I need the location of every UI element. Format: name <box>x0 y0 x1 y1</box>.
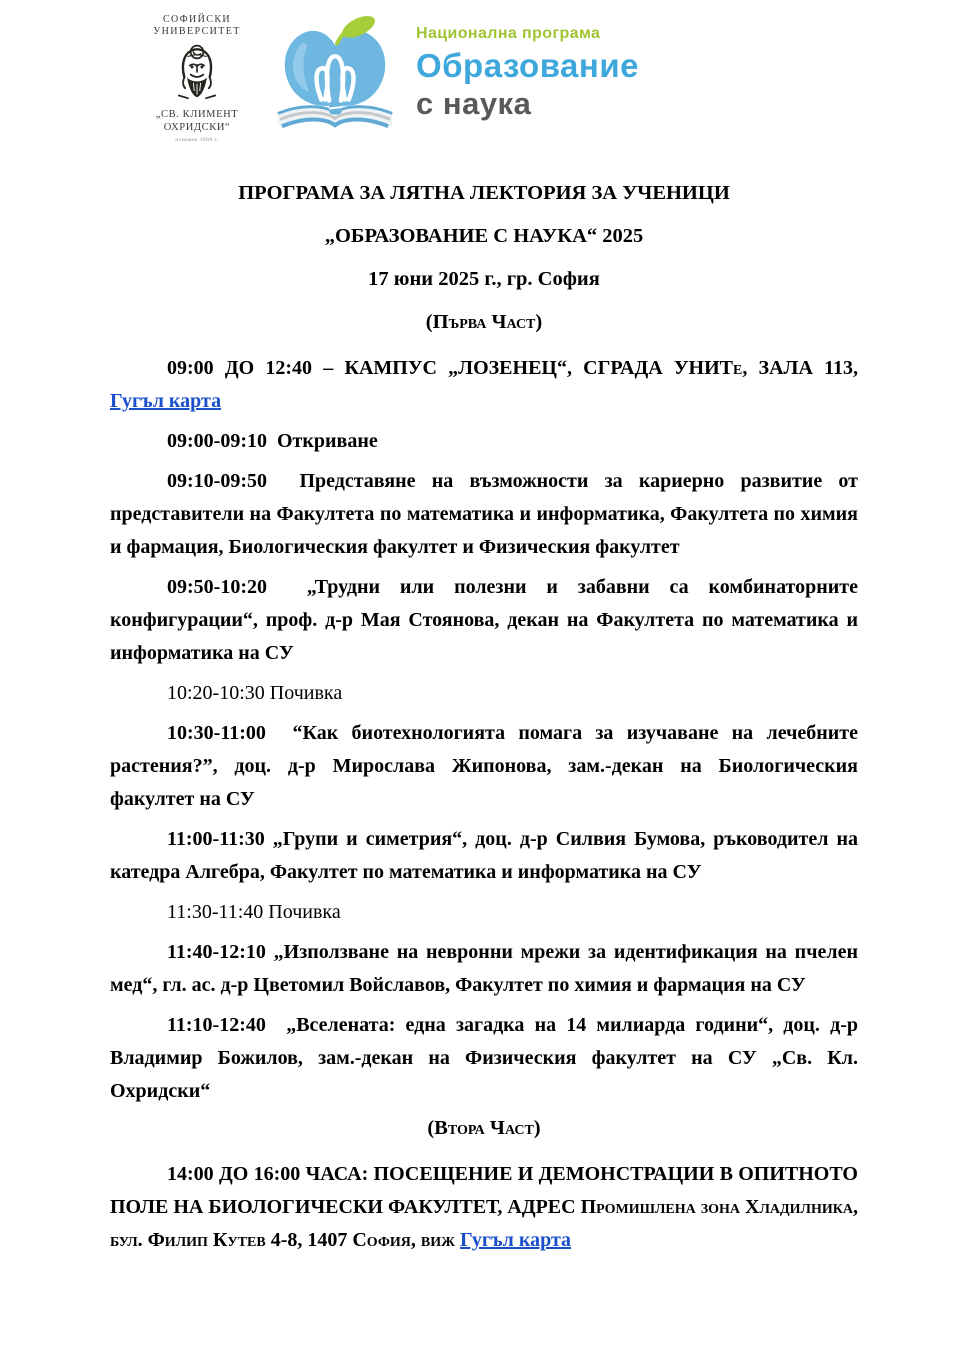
schedule-item-opening: 09:00-09:10 Откриване <box>167 430 378 452</box>
national-program-logo <box>416 14 639 120</box>
schedule-item-universe-lecture: 11:10-12:40 „Вселената: една загадка на 14 милиарда години“, доц. д-р Владимир Божилов, зам.-декан на Физическия факултет на СУ „Св. Кл. Охридски“ <box>110 1014 858 1102</box>
university-patron-line1: „СВ. КЛИМЕНТ <box>155 109 239 120</box>
document-body <box>0 180 971 1257</box>
venue2-address-text: Промишлена зона Хладилника, бул. Филип Кутев 4-8, 1407 София, виж <box>110 1196 859 1251</box>
venue2-paragraph <box>110 1158 858 1257</box>
university-name-line1: СОФИЙСКИ <box>162 14 232 25</box>
schedule-item-career-presentation: 09:10-09:50 Представяне на възможности за кариерно развитие от представители на Факултета по математика и информатика, Факултета по химия и фармация, Биологическия факултет и Физическия факултет <box>110 470 858 558</box>
google-maps-link-1[interactable]: Гугъл карта <box>110 390 222 412</box>
schedule-item-combinatorial-lecture: 09:50-10:20 „Трудни или полезни и забавни са комбинаторните конфигурации“, проф. д-р Мая Стоянова, декан на Факултета по математика и информатика на СУ <box>110 576 858 664</box>
venue2-caps-text: 14:00 ДО 16:00 ЧАСА: ПОСЕЩЕНИЕ И ДЕМОНСТРАЦИИ В ОПИТНОТО ПОЛЕ НА БИОЛОГИЧЕСКИ ФАКУЛТЕТ, АДРЕС <box>110 1163 858 1218</box>
university-name-line2: УНИВЕРСИТЕТ <box>153 26 241 37</box>
program-subtitle-text: с наука <box>416 86 532 121</box>
sofia-university-logo <box>138 14 256 143</box>
schedule-item-break-1: 10:20-10:30 Почивка <box>167 682 343 704</box>
program-kicker-text: Национална програма <box>416 25 601 42</box>
schedule-item-biotech-lecture: 10:30-11:00 “Как биотехнологията помага за изучаване на лечебните растения?”, доц. д-р Мирослава Жипонова, зам.-декан на Биологическия факултет на СУ <box>110 722 858 810</box>
venue1-text: 09:00 ДО 12:40 – КАМПУС „ЛОЗЕНЕЦ“, СГРАДА УНИТе, ЗАЛА 113, <box>167 357 858 379</box>
doc-title-line1: ПРОГРАМА ЗА ЛЯТНА ЛЕКТОРИЯ ЗА УЧЕНИЦИ <box>238 182 730 204</box>
university-established-text: основан 1888 г. <box>175 137 219 143</box>
schedule-item-break-2: 11:30-11:40 Почивка <box>167 901 341 923</box>
schedule-item-groups-symmetry-lecture: 11:00-11:30 „Групи и симетрия“, доц. д-р Силвия Бумова, ръководител на катедра Алгебра, Факултет по математика и информатика на СУ <box>110 828 858 883</box>
apple-book-logo-icon <box>272 14 400 147</box>
header-logos <box>0 0 971 146</box>
university-patron-line2: ОХРИДСКИ“ <box>163 122 231 133</box>
program-title-text: Образование <box>416 47 639 84</box>
doc-title-line2: „ОБРАЗОВАНИЕ С НАУКА“ 2025 <box>324 225 644 247</box>
google-maps-link-2[interactable]: Гугъл карта <box>459 1229 572 1251</box>
venue1-paragraph <box>110 352 858 418</box>
part2-heading: (Втора Част) <box>427 1117 541 1139</box>
doc-title-line3: 17 юни 2025 г., гр. София <box>368 268 600 290</box>
schedule-item-neural-networks-lecture: 11:40-12:10 „Използване на невронни мрежи за идентификация на пчелен мед“, гл. ас. д-р Цветомил Войславов, Факултет по химия и фармация на СУ <box>110 941 858 996</box>
university-emblem-icon <box>138 41 256 106</box>
part1-heading: (Първа Част) <box>425 311 543 333</box>
